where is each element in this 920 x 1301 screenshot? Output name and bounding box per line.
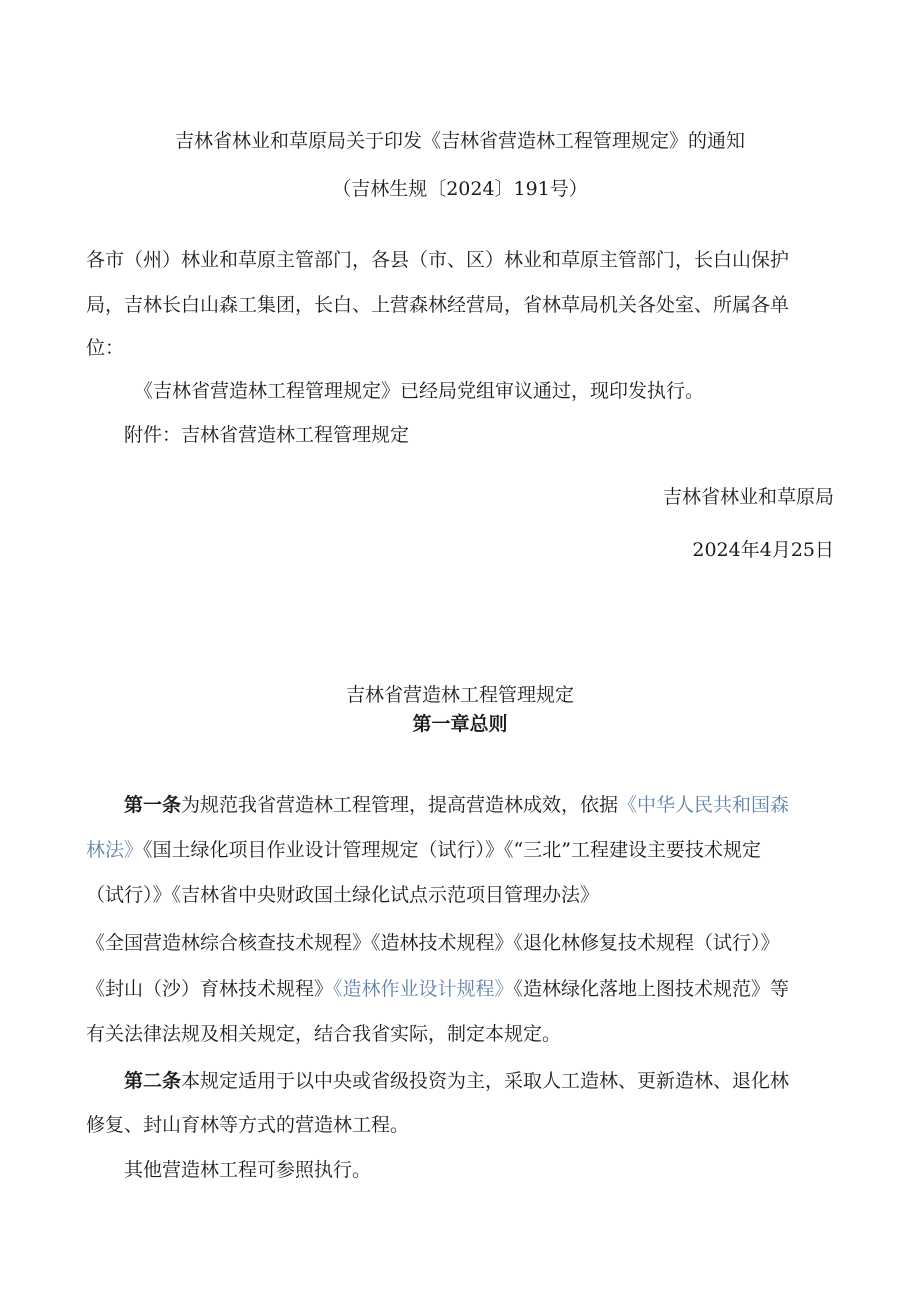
doc-number: （吉林生规〔2024〕191号）	[332, 178, 588, 200]
recipients-line-1: 各市（州）林业和草原主管部门，各县（市、区）林业和草原主管部门，长白山保护	[86, 249, 790, 271]
recipients-line-2: 局，吉林长白山森工集团，长白、上营森林经营局，省林草局机关各处室、所属各单	[86, 294, 790, 316]
forest-law-link-cont[interactable]: 林法》	[86, 839, 144, 861]
forest-law-link[interactable]: 《中华人民共和国森	[618, 794, 790, 816]
notice-body: 《吉林省营造林工程管理规定》已经局党组审议通过，现印发执行。	[134, 380, 705, 402]
article-2-line-2: 修复、封山育林等方式的营造林工程。	[86, 1114, 410, 1136]
issue-date: 2024年4月25日	[692, 539, 834, 561]
article-1-line-1	[124, 792, 884, 818]
article-1-line-4: 《全国营造林综合核查技术规程》《造林技术规程》《退化林修复技术规程（试行）》	[86, 932, 780, 954]
article-1-text: 《国土绿化项目作业设计管理规定（试行）》《“三北”工程建设主要技术规定	[143, 839, 761, 861]
article-2-line-3: 其他营造林工程可参照执行。	[124, 1159, 372, 1181]
attachment-line: 附件：吉林省营造林工程管理规定	[124, 424, 410, 446]
issuer: 吉林省林业和草原局	[662, 486, 834, 508]
notice-title: 吉林省林业和草原局关于印发《吉林省营造林工程管理规定》的通知	[174, 130, 745, 152]
afforestation-design-link[interactable]: 《造林作业设计规程》	[333, 978, 514, 1000]
article-1-text: 《封山（沙）育林技术规程》	[86, 978, 334, 1000]
article-1-line-6: 有关法律法规及相关规定，结合我省实际，制定本规定。	[86, 1023, 562, 1045]
article-1-line-2	[86, 837, 846, 863]
article-1-label: 第一条	[124, 794, 182, 816]
article-2-label: 第二条	[124, 1070, 182, 1092]
recipients-line-3: 位：	[86, 337, 125, 359]
article-1-text: 为规范我省营造林工程管理，提高营造林成效，依据	[181, 794, 619, 816]
regulation-title: 吉林省营造林工程管理规定	[345, 684, 574, 706]
article-1-line-3: （试行）》《吉林省中央财政国土绿化试点示范项目管理办法》	[86, 884, 600, 906]
article-2-text: 本规定适用于以中央或省级投资为主，采取人工造林、更新造林、退化林	[181, 1070, 790, 1092]
article-2-line-1	[124, 1068, 884, 1094]
article-1-text: 《造林绿化落地上图技术规范》等	[513, 978, 790, 1000]
article-1-line-5	[86, 976, 846, 1002]
chapter-heading: 第一章总则	[412, 713, 508, 735]
